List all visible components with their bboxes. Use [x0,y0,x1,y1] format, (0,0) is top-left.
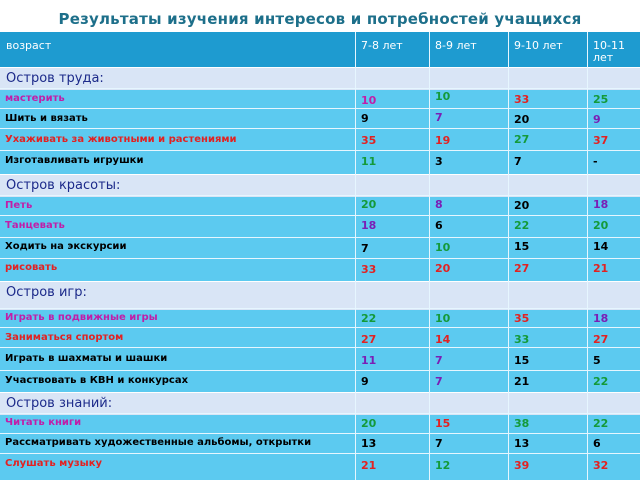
row-label: Изготавливать игрушки [5,155,144,166]
table-cell: 20 [593,219,609,232]
table-cell: 6 [593,437,601,450]
table-cell: 21 [514,375,530,388]
row-label: Ходить на экскурсии [5,241,127,252]
table-cell: 39 [514,459,530,472]
section-title: Остров игр: [6,285,87,300]
header-age: возраст [6,39,52,52]
table-cell: 3 [435,155,443,168]
table-cell: 33 [514,333,530,346]
table-cell: 10 [361,94,377,107]
table-cell: 32 [593,459,609,472]
table-cell: 10 [435,312,451,325]
row-label: Играть в шахматы и шашки [5,353,168,364]
table-cell: 35 [361,134,377,147]
row-divider [0,195,640,196]
table-cell: 10 [435,241,451,254]
table-cell: 7 [361,242,369,255]
row-label: мастерить [5,93,65,104]
table-cell: 5 [593,354,601,367]
header-col-7-8: 7-8 лет [361,39,403,52]
header-col-8-9: 8-9 лет [435,39,477,52]
section-band [0,174,640,197]
table-cell: 13 [361,437,377,450]
table-cell: 22 [593,375,609,388]
table-cell: 18 [593,198,609,211]
table-cell: 37 [593,134,609,147]
row-label: Ухаживать за животными и растениями [5,134,237,145]
row-label: Танцевать [5,220,65,231]
section-band [0,281,640,310]
row-divider [0,327,640,328]
table-cell: 14 [593,240,609,253]
row-label: Слушать музыку [5,458,103,469]
table-cell: 6 [435,219,443,232]
header-col-10-11: 10-11 лет [593,39,625,64]
row-divider [0,370,640,371]
table-cell: 22 [514,219,530,232]
table-cell: 11 [361,354,377,367]
row-divider [0,108,640,109]
table-cell: 27 [514,133,530,146]
row-divider [0,215,640,216]
table-cell: 25 [593,93,609,106]
table-cell: 12 [435,459,451,472]
row-divider [0,413,640,414]
section-band [0,392,640,415]
table-cell: 7 [435,375,443,388]
row-label: Участвовать в КВН и конкурсах [5,375,189,386]
table-cell: 33 [514,93,530,106]
table-cell: 27 [593,333,609,346]
section-band [0,67,640,90]
table-cell: 33 [361,263,377,276]
table-cell: 14 [435,333,451,346]
table-cell: 11 [361,155,377,168]
table-cell: 7 [514,155,522,168]
row-divider [0,128,640,129]
table-cell: 21 [361,459,377,472]
table-cell: 15 [514,354,530,367]
row-label: Шить и вязать [5,113,88,124]
table-cell: 9 [593,113,601,126]
row-label: Петь [5,200,33,211]
table-cell: 20 [435,262,451,275]
row-divider [0,237,640,238]
row-divider [0,308,640,309]
table-cell: 21 [593,262,609,275]
section-title: Остров знаний: [6,396,113,411]
table-cell: 18 [361,219,377,232]
table-cell: 7 [435,437,443,450]
table-cell: 7 [435,354,443,367]
table-cell: 15 [435,417,451,430]
row-divider [0,347,640,348]
header-col-9-10: 9-10 лет [514,39,563,52]
table-cell: 20 [361,198,377,211]
table-cell: 10 [435,90,451,103]
row-divider [0,150,640,151]
table-cell: 22 [361,312,377,325]
page-title: Результаты изучения интересов и потребностей учащихся [58,10,582,28]
row-label: Рассматривать художественные альбомы, открытки [5,437,312,448]
row-label: рисовать [5,262,58,273]
table-cell: 18 [593,312,609,325]
row-divider [0,433,640,434]
section-title: Остров труда: [6,71,104,86]
table-cell: 19 [435,134,451,147]
table-cell: 27 [514,262,530,275]
table-cell: 38 [514,417,530,430]
row-divider [0,88,640,89]
table-cell: 22 [593,417,609,430]
table-cell: 27 [361,333,377,346]
table-cell: 20 [514,199,530,212]
row-divider [0,453,640,454]
table-cell: 20 [361,417,377,430]
row-label: Играть в подвижные игры [5,312,158,323]
table-cell: 13 [514,437,530,450]
table-cell: 8 [435,198,443,211]
row-label: Читать книги [5,417,82,428]
table-cell: 7 [435,111,443,124]
table-cell: 9 [361,375,369,388]
table-cell: 20 [514,113,530,126]
table-cell: 15 [514,240,530,253]
table-cell: - [593,155,598,168]
table-cell: 9 [361,112,369,125]
table-cell: 35 [514,312,530,325]
section-title: Остров красоты: [6,178,121,193]
row-divider [0,258,640,259]
row-label: Заниматься спортом [5,332,124,343]
